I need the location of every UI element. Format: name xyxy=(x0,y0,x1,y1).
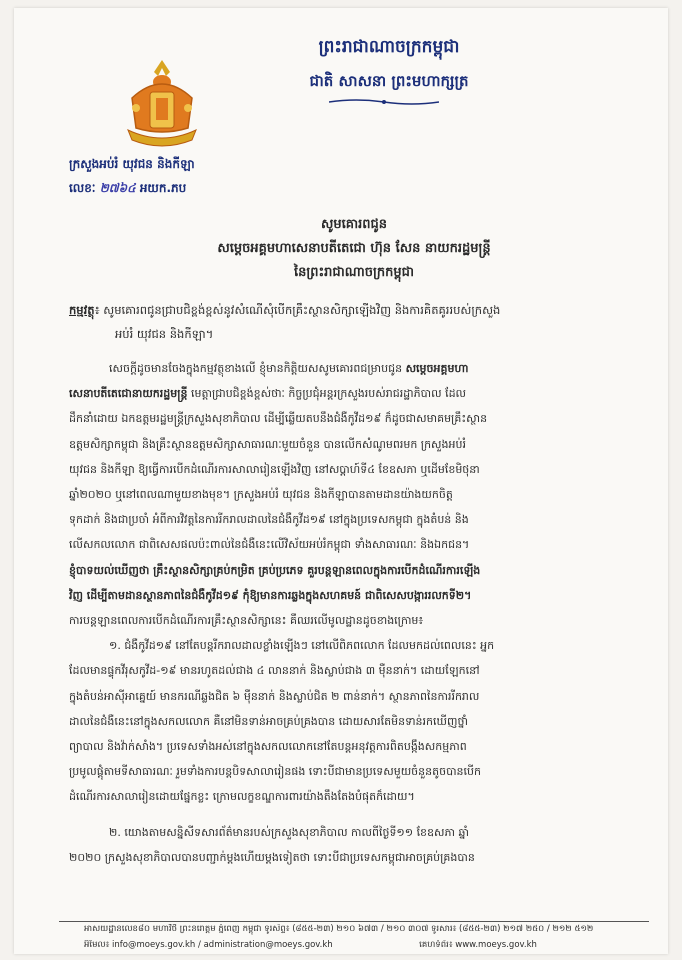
body-line: ដែលមានផ្ទុកវីរុសកូវីដ-១៩ មានរហូតដល់ជាង ៤ លាននាក់ និងស្លាប់ជាង ៣ ម៉ឺននាក់។ ដោយឡែកនៅ xyxy=(69,664,480,678)
body-line xyxy=(69,381,644,406)
ministry-name: ក្រសួងអប់រំ យុវជន និងកីឡា xyxy=(69,157,195,171)
body-bold: សម្តេចអគ្គមហា xyxy=(405,362,469,375)
body-line: ប្រមូលផ្តុំតាមទីសាធារណៈ រួមទាំងការបន្តបិទសាលារៀនផង ទោះបីជាមានប្រទេសមួយចំនួនតូចបានបើក xyxy=(69,765,482,779)
body-text: មេត្តាជ្រាបជិខ្ពង់ខ្ពស់ថាៈ កិច្ចប្រជុំអន្តរក្រសួងរបស់រាជរដ្ឋាភិបាល ដែល xyxy=(187,387,467,401)
body-line: ដាលនៃជំងឺនេះនៅក្នុងសកលលោក គឺនៅមិនទាន់អាចគ្រប់គ្រងបាន ដោយសារតែមិនទាន់រកឃើញថ្នាំ xyxy=(69,714,468,728)
email-link[interactable]: info@moeys.gov.kh / administration@moeys.gov.kh xyxy=(112,940,333,950)
subject-text-2: អប់រំ យុវជន និងកីឡា។ xyxy=(115,327,214,341)
body-bold: សេនាបតីតេជោនាយករដ្ឋមន្ត្រី xyxy=(69,387,188,401)
body-line: វិញ ដើម្បីតាមដានស្ថានភាពនៃជំងឺកូវីដ១៩ កុំឱ្យមានការឆ្លងក្នុងសហគមន៍ ជាពិសេសបង្ការរលកទី២។ xyxy=(69,588,472,602)
body-line: ១. ជំងឺកូវីដ១៩ នៅតែបន្តរីករាលដាលខ្លាំងឡើងៗ នៅលើពិភពលោក ដែលមកដល់ពេលនេះ អ្នក xyxy=(109,639,495,653)
body-line: ឆ្នាំ២០២០ ឬនៅពេលណាមួយខាងមុខ។ ក្រសួងអប់រំ យុវជន និងកីឡាបានតាមដានយ៉ាងយកចិត្ត xyxy=(69,488,453,502)
kingdom-heading: ព្រះរាជាណាចក្រកម្ពុជា xyxy=(318,37,460,57)
ornament-divider xyxy=(329,98,439,106)
national-motto: ជាតិ សាសនា ព្រះមហាក្សត្រ xyxy=(309,72,469,90)
ref-number: ២៧៦៤ xyxy=(99,181,136,195)
body-line: ដំណើរការសាលារៀនដោយផ្នែកខ្លះ ក្រោមលក្ខខណ្ឌការពារយ៉ាងតឹងតែងបំផុតក៏ដោយ។ xyxy=(69,790,415,804)
body-line: ២០២០ ក្រសួងសុខាភិបាលបានបញ្ជាក់ម្តងហើយម្តងទៀតថា ទោះបីជាប្រទេសកម្ពុជាអាចគ្រប់គ្រងបាន xyxy=(69,850,475,864)
website-label: គេហទំព័រ៖ xyxy=(419,940,453,950)
subject-text-1: ៖ សូមគោរពជូនជ្រាបជិខ្ពង់ខ្ពស់នូវសំណើសុំបើកគ្រឹះស្ថានសិក្សាឡើងវិញ និងការគិតគូររបស់ក្រសួង xyxy=(94,303,501,317)
website-link[interactable]: www.moeys.gov.kh xyxy=(455,940,537,950)
body-line: ខ្ញុំបាទយល់ឃើញថា គ្រឹះស្ថានសិក្សាគ្រប់កម្រិត គ្រប់ប្រភេទ គួរបន្តឡានពេលក្នុងការបើកដំណើរការឡើង xyxy=(69,563,481,577)
addressee-name: សម្តេចអគ្គមហាសេនាបតីតេជោ ហ៊ុន សែន នាយករដ្ឋមន្ត្រី xyxy=(217,241,491,256)
body-text: សេចក្តីដូចមានចែងក្នុងកម្មវត្ថុខាងលើ ខ្ញុំមានកិត្តិយសសូមគោរពជម្រាបជូន xyxy=(109,362,406,375)
body-line: ដឹកនាំដោយ ឯកឧត្តមរដ្ឋមន្ត្រីក្រសួងសុខាភិបាល ដើម្បីឆ្លើយតបនឹងជំងឺកូវីដ១៩ ក៏ដូចជាសមាគមគ្រឹះស្ថាន xyxy=(69,412,488,426)
ref-suffix: អយក.ភប xyxy=(139,181,187,195)
footer-address: អាសយដ្ឋានលេខ៨០ មហាវិថី ព្រះនរោត្តម ភ្នំពេញ កម្ពុជា ទូរស័ព្ទ៖ (៨៥៥-២៣) ២១០ ៦៧៣ / ២១០ ៣០៧ ទូរសារ៖ (៨៥៥-២៣) ២១៧ ២៥០ / ២១២ ៥១២ xyxy=(84,924,594,934)
body-line: ២. យោងតាមសន្និសីទសារព័ត៌មានរបស់ក្រសួងសុខាភិបាល កាលពីថ្ងៃទី១១ ខែឧសភា ឆ្នាំ xyxy=(109,825,469,839)
reference-number xyxy=(69,180,186,198)
ref-prefix: លេខៈ xyxy=(69,181,96,195)
body-line: លើសកលលោក ជាពិសេសផលប៉ះពាល់នៃជំងឺនេះលើវិស័យអប់រំកម្ពុជា ទាំងសាធារណៈ និងឯកជន។ xyxy=(69,538,470,552)
footer-divider xyxy=(59,921,649,922)
addressee-country: នៃព្រះរាជាណាចក្រកម្ពុជា xyxy=(293,265,415,280)
body-line: ក្នុងតំបន់អាស៊ីអាគ្នេយ៍ មានករណីឆ្លងជិត ៦ ម៉ឺននាក់ និងស្លាប់ជិត ២ ពាន់នាក់។ ស្ថានភាពនៃការរីករាល xyxy=(69,689,480,703)
email-label: អ៊ីមែល៖ xyxy=(84,940,110,950)
body-line: ទុកដាក់ និងជាប្រចាំ អំពីការវិវត្តនៃការរីករាលដាលនៃជំងឺកូវីដ១៩ នៅក្នុងប្រទេសកម្ពុជា ក្នុងតំបន់ និង xyxy=(69,513,469,527)
body-line: យុវជន និងកីឡា ឱ្យធ្វើការបើកដំណើរការសាលារៀនឡើងវិញ នៅសប្តាហ៍ទី៤ ខែឧសភា ឬដើមខែមិថុនា xyxy=(69,462,480,476)
body-line: ការបន្តឡានពេលការបើកដំណើរការគ្រឹះស្ថានសិក្សានេះ គឺឈរលើមូលដ្ឋានដូចខាងក្រោម៖ xyxy=(69,614,424,628)
salutation: សូមគោរពជូន xyxy=(320,217,387,232)
body-line: ឧត្តមសិក្សាកម្ពុជា និងគ្រឹះស្ថានឧត្តមសិក្សាសាធារណៈមួយចំនួន បានលើកសំណូមពរមក ក្រសួងអប់រំ xyxy=(69,437,466,451)
footer-contacts xyxy=(84,940,644,952)
subject-label: កម្មវត្ថុ xyxy=(69,303,95,317)
letter-page xyxy=(14,8,668,954)
ministry-emblem-icon xyxy=(122,58,202,150)
body-line xyxy=(69,356,644,381)
subject-block xyxy=(69,298,644,346)
letter-body xyxy=(69,356,644,870)
body-line: ព្យាបាល និងវ៉ាក់សាំង។ ប្រទេសទាំងអស់នៅក្នុងសកលលោកនៅតែបន្តអនុវត្តការពិតបង្កឹងសកម្មភាព xyxy=(69,740,467,754)
